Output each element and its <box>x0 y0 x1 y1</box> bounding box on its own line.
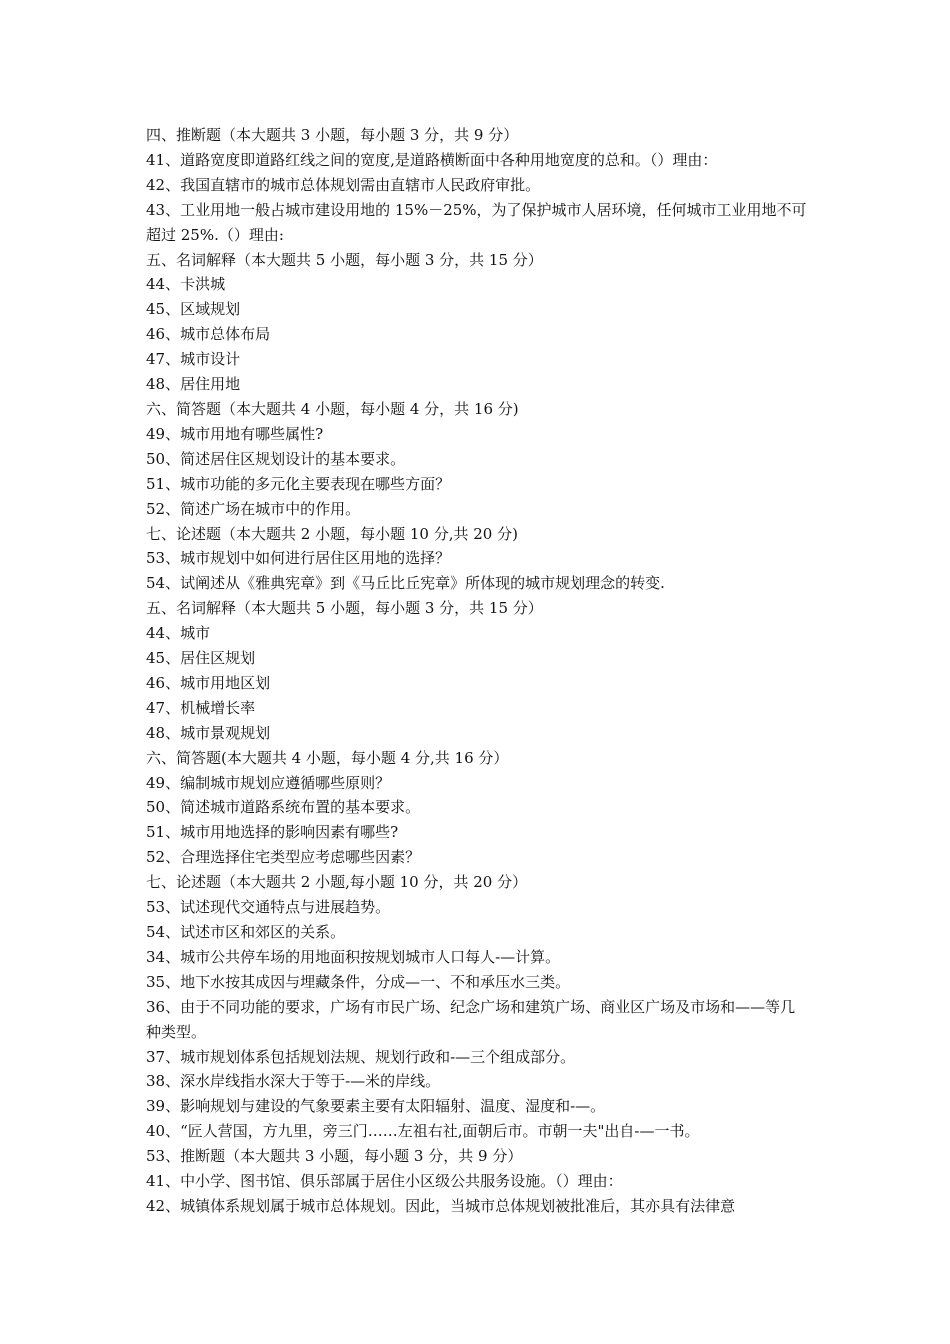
question-line: 45、区域规划 <box>146 300 241 319</box>
question-line: 50、简述城市道路系统布置的基本要求。 <box>146 798 421 817</box>
document-body <box>146 123 810 1219</box>
section-heading: 七、论述题（本大题共 2 小题,每小题 10 分，共 20 分） <box>146 873 528 892</box>
question-line: 51、城市用地选择的影响因素有哪些? <box>146 823 399 842</box>
question-line: 40、“匠人营国，方九里，旁三门……左祖右社,面朝后市。市朝一夫"出自-—一书。 <box>146 1122 700 1141</box>
section-heading: 四、推断题（本大题共 3 小题，每小题 3 分，共 9 分） <box>146 126 519 144</box>
question-line: 44、城市 <box>146 624 211 643</box>
question-line: 50、简述居住区规划设计的基本要求。 <box>146 449 406 468</box>
question-line: 37、城市规划体系包括规划法规、规划行政和-—三个组成部分。 <box>146 1047 576 1066</box>
question-line: 51、城市功能的多元化主要表现在哪些方面？ <box>146 474 451 493</box>
section-heading: 53、推断题（本大题共 3 小题，每小题 3 分，共 9 分） <box>146 1147 523 1166</box>
section-heading: 六、简答题（本大题共 4 小题，每小题 4 分，共 16 分) <box>146 399 519 418</box>
section-heading: 五、名词解释（本大题共 5 小题，每小题 3 分，共 15 分） <box>146 599 543 618</box>
question-line: 44、卡洪城 <box>146 275 226 294</box>
question-line: 54、试阐述从《雅典宪章》到《马丘比丘宪章》所体现的城市规划理念的转变. <box>146 574 665 593</box>
question-line: 42、我国直辖市的城市总体规划需由直辖市人民政府审批。 <box>146 175 541 194</box>
question-line: 35、地下水按其成因与埋藏条件，分成—一、不和承压水三类。 <box>146 972 571 991</box>
question-line: 53、城市规划中如何进行居住区用地的选择？ <box>146 549 451 568</box>
question-line: 38、深水岸线指水深大于等于-—米的岸线。 <box>146 1072 441 1091</box>
section-heading: 七、论述题（本大题共 2 小题，每小题 10 分,共 20 分) <box>146 524 518 543</box>
question-line: 45、居住区规划 <box>146 649 256 668</box>
question-line: 49、编制城市规划应遵循哪些原则？ <box>146 773 391 792</box>
question-line: 54、试述市区和郊区的关系。 <box>146 923 346 941</box>
question-line: 47、城市设计 <box>146 350 241 369</box>
question-line: 42、城镇体系规划属于城市总体规划。因此，当城市总体规划被批准后，其亦具有法律意 <box>146 1196 736 1215</box>
question-line: 46、城市用地区划 <box>146 673 271 692</box>
question-line: 34、城市公共停车场的用地面积按规划城市人口每人-—计算。 <box>146 947 561 966</box>
question-line: 48、城市景观规划 <box>146 723 271 742</box>
question-paragraph: 43、工业用地一般占城市建设用地的 15%－25%，为了保护城市人居环境，任何城市工业用地不可超过 25%.（）理由: <box>146 200 807 244</box>
question-line: 47、机械增长率 <box>146 698 256 717</box>
question-line: 39、影响规划与建设的气象要素主要有太阳辐射、温度、湿度和-—。 <box>146 1097 606 1116</box>
question-line: 52、简述广场在城市中的作用。 <box>146 499 361 518</box>
question-line: 41、中小学、图书馆、俱乐部属于居住小区级公共服务设施。（）理由： <box>146 1172 623 1191</box>
question-line: 41、道路宽度即道路红线之间的宽度,是道路横断面中各种用地宽度的总和。（）理由： <box>146 150 718 169</box>
question-paragraph: 36、由于不同功能的要求，广场有市民广场、纪念广场和建筑广场、商业区广场及市场和——等几种类型。 <box>146 997 796 1041</box>
question-line: 48、居住用地 <box>146 375 241 394</box>
question-line: 52、合理选择住宅类型应考虑哪些因素？ <box>146 848 421 867</box>
question-line: 53、试述现代交通特点与进展趋势。 <box>146 898 391 917</box>
section-heading: 六、简答题(本大题共 4 小题，每小题 4 分,共 16 分） <box>146 748 509 767</box>
question-line: 46、城市总体布局 <box>146 325 271 344</box>
question-line: 49、城市用地有哪些属性? <box>146 424 324 443</box>
section-heading: 五、名词解释（本大题共 5 小题，每小题 3 分，共 15 分） <box>146 250 543 269</box>
